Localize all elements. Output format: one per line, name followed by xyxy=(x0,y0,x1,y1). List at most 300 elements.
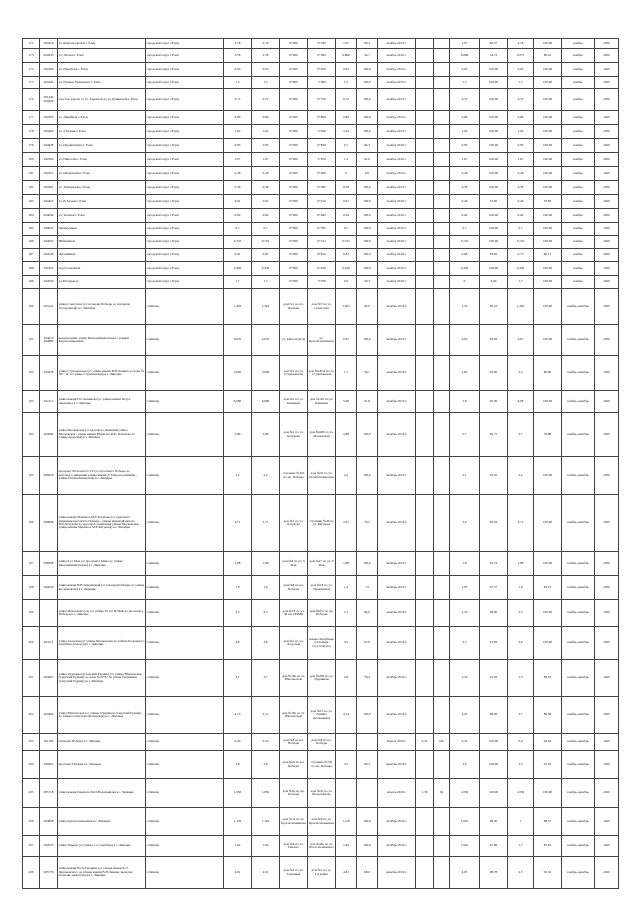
cell-length-km: 2,18 xyxy=(224,39,252,49)
cell-length-km: 1,04 xyxy=(224,125,252,139)
cell-fact-percent: 100,0 xyxy=(357,457,378,495)
cell-row-number: 179 xyxy=(23,139,40,153)
cell-extra-km xyxy=(416,39,434,49)
cell-completion-date: ноябрь 2019 г. xyxy=(378,195,416,209)
cell-row-number: 185 xyxy=(23,223,40,236)
cell-percent-a: 95,74 xyxy=(480,552,508,576)
cell-row-number: 188 xyxy=(23,262,40,276)
cell-completion-date: апрель 2020 г. xyxy=(378,734,416,751)
cell-fact-km xyxy=(336,779,357,808)
cell-percent-a: 97,37 xyxy=(480,576,508,600)
cell-year: 2020 xyxy=(595,857,619,889)
cell-fact-km: 0,896 xyxy=(336,49,357,63)
cell-fact-percent: 100,0 xyxy=(357,236,378,249)
table-body xyxy=(23,39,619,889)
cell-fact-percent: 100,0 xyxy=(357,77,378,89)
cell-fact-km: 2,5 xyxy=(336,751,357,779)
cell-year: 2020 xyxy=(595,808,619,836)
cell-month: ноябрь-декабрь xyxy=(562,697,595,734)
cell-road-id: 292300 xyxy=(40,63,58,77)
cell-extra-percent xyxy=(434,552,450,576)
cell-road-name: ул. Ржавец-Урлыковка г. Елец xyxy=(58,77,146,89)
cell-road-name: улица Механизаторов (от улицы 50 лет НЛМК до проспекта Победы) в г. Липецке xyxy=(58,600,146,627)
cell-municipality: г.Липецк xyxy=(146,857,224,889)
cell-value-a: 0,89 xyxy=(450,111,480,125)
cell-length-km-2: 5,89 xyxy=(252,413,280,457)
cell-extra-km xyxy=(416,576,434,600)
cell-end-km: 0+436 xyxy=(308,262,336,276)
cell-value-a: 0,38 xyxy=(450,181,480,195)
cell-fact-km: 4,81 xyxy=(336,857,357,889)
cell-month: ноябрь-декабрь xyxy=(562,808,595,836)
cell-extra-percent xyxy=(434,660,450,697)
cell-length-km-2: 1,5 xyxy=(252,77,280,89)
cell-municipality: городской округ г.Елец xyxy=(146,249,224,262)
cell-length-km-2: 2,5 xyxy=(252,600,280,627)
cell-road-name: проспект Победы в г. Липецке xyxy=(58,751,146,779)
table-row xyxy=(23,779,619,808)
cell-fact-percent: 100,0 xyxy=(357,111,378,125)
cell-percent-b: 100,00 xyxy=(534,276,562,289)
cell-road-id: 292303 xyxy=(40,153,58,167)
cell-percent-a: 100,00 xyxy=(480,236,508,249)
cell-road-name: улица имени В.В.Терешковой (от площади Победы до улицы Космонавтов) в г. Липецке xyxy=(58,576,146,600)
cell-fact-km: 0 xyxy=(336,167,357,181)
cell-length-km: 0,83 xyxy=(224,139,252,153)
cell-road-name: велодорожки: улица Меткомбинатовская с улицей Краснознаменная xyxy=(58,325,146,356)
cell-end-km: 1+040 xyxy=(308,125,336,139)
cell-month: ноябрь xyxy=(562,39,595,49)
cell-percent-b: 100,00 xyxy=(534,223,562,236)
cell-month: ноябрь xyxy=(562,276,595,289)
cell-percent-a: 96,22 xyxy=(480,289,508,325)
cell-start-km: 0+000 xyxy=(280,209,308,223)
cell-start-km: дом №18а по ул. Юношеская xyxy=(280,697,308,734)
cell-percent-a: 96,77 xyxy=(480,413,508,457)
cell-year: 2020 xyxy=(595,195,619,209)
cell-completion-date: ноябрь 2019 г. xyxy=(378,249,416,262)
cell-value-b: 0,93 xyxy=(508,63,534,77)
cell-fact-percent: 29,4 xyxy=(357,276,378,289)
cell-fact-km xyxy=(336,734,357,751)
cell-month: ноябрь xyxy=(562,209,595,223)
cell-length-km-2: 2,2 xyxy=(252,457,280,495)
cell-length-km: 0,28 xyxy=(224,167,252,181)
cell-row-number: 181 xyxy=(23,167,40,181)
cell-percent-b: 100,00 xyxy=(534,627,562,660)
cell-extra-percent xyxy=(434,751,450,779)
cell-fact-km: 5,89 xyxy=(336,413,357,457)
cell-completion-date: октябрь 2019 г. xyxy=(378,325,416,356)
cell-length-km: 1,656 xyxy=(224,779,252,808)
cell-municipality: г.Липецк xyxy=(146,495,224,552)
cell-start-km: 0+000 xyxy=(280,63,308,77)
cell-municipality: г.Липецк xyxy=(146,836,224,857)
cell-extra-percent xyxy=(434,325,450,356)
cell-road-name: улица Советская (от площади Победы до площади Театральной) в г. Липецке xyxy=(58,289,146,325)
cell-fact-km: 0,7 xyxy=(336,139,357,153)
cell-month: ноябрь xyxy=(562,139,595,153)
cell-road-id: 294647 xyxy=(40,223,58,236)
table-row xyxy=(23,49,619,63)
cell-start-km: дом №1Е по ул. 50 лет НЛМК xyxy=(280,600,308,627)
cell-year: 2020 xyxy=(595,167,619,181)
cell-percent-b: 84,21 xyxy=(534,576,562,600)
cell-road-id: 294419 xyxy=(40,39,58,49)
cell-month: ноябрь xyxy=(562,167,595,181)
cell-start-km: дом №1 по ул. Катукова xyxy=(280,413,308,457)
cell-percent-a: 100,00 xyxy=(480,125,508,139)
table-row xyxy=(23,262,619,276)
cell-value-b: 1,88 xyxy=(508,552,534,576)
cell-percent-b: 53,85 xyxy=(534,195,562,209)
cell-fact-percent: 100,0 xyxy=(357,808,378,836)
cell-row-number: 176 xyxy=(23,89,40,111)
cell-extra-km xyxy=(416,223,434,236)
cell-value-b: 4,5 xyxy=(508,857,534,889)
cell-row-number: 194 xyxy=(23,413,40,457)
cell-fact-km: 0,7 xyxy=(336,223,357,236)
cell-start-km: 0+000 xyxy=(280,236,308,249)
cell-completion-date: октябрь 2019 г. xyxy=(378,836,416,857)
cell-road-id: 294455 xyxy=(40,195,58,209)
cell-year: 2020 xyxy=(595,697,619,734)
cell-municipality: г.Липецк xyxy=(146,289,224,325)
cell-length-km: 2,58 xyxy=(224,49,252,63)
cell-month: ноябрь xyxy=(562,125,595,139)
cell-length-km: 1,94 xyxy=(224,836,252,857)
cell-start-km: дом №1 по ул. Катукова xyxy=(280,495,308,552)
table-row xyxy=(23,77,619,89)
cell-length-km: 1,403 xyxy=(224,289,252,325)
cell-month: ноябрь xyxy=(562,153,595,167)
cell-municipality: г.Липецк xyxy=(146,325,224,356)
cell-fact-km: 0,722 xyxy=(336,236,357,249)
cell-road-name: ул. В.Засеки г. Елец xyxy=(58,195,146,209)
table-row xyxy=(23,249,619,262)
cell-completion-date: ноябрь 2019 г. xyxy=(378,77,416,89)
cell-fact-percent: 78,4 xyxy=(357,660,378,697)
cell-value-a: 1,35 xyxy=(450,289,480,325)
cell-value-b: 2,075 xyxy=(508,49,534,63)
cell-length-km: 4,13 xyxy=(224,697,252,734)
cell-year: 2020 xyxy=(595,49,619,63)
cell-fact-km: 1,94 xyxy=(336,836,357,857)
cell-start-km: 0+000 xyxy=(280,249,308,262)
cell-percent-b: 100,00 xyxy=(534,262,562,276)
cell-length-km-2: 3,6 xyxy=(252,751,280,779)
cell-value-a: 0,72 xyxy=(450,89,480,111)
cell-value-b: 0,64 xyxy=(508,209,534,223)
cell-value-b: 3,7 xyxy=(508,697,534,734)
cell-length-km: 1,9 xyxy=(224,576,252,600)
cell-start-km: 0+000 xyxy=(280,195,308,209)
cell-municipality: г.Липецк xyxy=(146,627,224,660)
cell-value-a: 1,5 xyxy=(450,77,480,89)
cell-fact-km: 0,64 xyxy=(336,209,357,223)
table-row xyxy=(23,39,619,49)
cell-road-id: 292609 xyxy=(40,276,58,289)
cell-year: 2020 xyxy=(595,413,619,457)
cell-row-number: 206 xyxy=(23,808,40,836)
cell-row-number: 182 xyxy=(23,181,40,195)
cell-length-km-2: 0,91 xyxy=(252,195,280,209)
cell-row-number: 187 xyxy=(23,249,40,262)
cell-length-km-2: 0,64 xyxy=(252,209,280,223)
cell-start-km: дом №1 по ул. Коникова xyxy=(280,391,308,413)
cell-row-number: 190 xyxy=(23,289,40,325)
cell-fact-percent xyxy=(357,779,378,808)
cell-length-km-2: 0,7 xyxy=(252,223,280,236)
cell-fact-km: 0,72 xyxy=(336,89,357,111)
cell-extra-percent xyxy=(434,249,450,262)
cell-fact-percent: 100,0 xyxy=(357,63,378,77)
cell-value-b: 2,18 xyxy=(508,39,534,49)
cell-completion-date: ноябрь 2019 г. xyxy=(378,111,416,125)
cell-fact-km: 0,5 xyxy=(336,276,357,289)
cell-road-id: 293121 xyxy=(40,289,58,325)
cell-end-km: 1+500 xyxy=(308,77,336,89)
cell-value-a: 3,6 xyxy=(450,751,480,779)
table-row xyxy=(23,391,619,413)
cell-road-name: ул. Комсомольская г. Елец xyxy=(58,39,146,49)
cell-fact-km: 0,38 xyxy=(336,181,357,195)
cell-row-number: 195 xyxy=(23,457,40,495)
table-row xyxy=(23,751,619,779)
cell-road-id: 285718 xyxy=(40,779,58,808)
cell-value-a: 2,6 xyxy=(450,495,480,552)
cell-row-number: 191 xyxy=(23,325,40,356)
cell-value-a: 0,28 xyxy=(450,167,480,181)
cell-length-km: 2,71 xyxy=(224,495,252,552)
cell-length-km: 6,080 xyxy=(224,391,252,413)
cell-road-name: улица имени Генерала М.П.Водопьянова в г. Липецке xyxy=(58,779,146,808)
cell-value-a: 0,436 xyxy=(450,262,480,276)
cell-start-km: строение №101 по пр. Победы xyxy=(280,457,308,495)
cell-extra-percent xyxy=(434,857,450,889)
cell-value-b: 1 xyxy=(508,808,534,836)
cell-municipality: г.Липецк xyxy=(146,576,224,600)
cell-extra-percent xyxy=(434,63,450,77)
cell-municipality: городской округ г.Елец xyxy=(146,167,224,181)
cell-end-km: 0+810 xyxy=(308,249,336,262)
cell-row-number: 184 xyxy=(23,209,40,223)
cell-start-km: ул. Металлургов xyxy=(280,325,308,356)
cell-municipality: городской округ г.Елец xyxy=(146,195,224,209)
cell-road-name: Юбилейная xyxy=(58,236,146,249)
cell-length-km: 2,5 xyxy=(224,600,252,627)
cell-start-km: дом №18а по ул. Юношеская xyxy=(280,660,308,697)
cell-end-km: 0+640 xyxy=(308,209,336,223)
cell-extra-km xyxy=(416,751,434,779)
cell-value-b: 0,38 xyxy=(508,181,534,195)
cell-row-number: 178 xyxy=(23,125,40,139)
cell-value-a: 0 xyxy=(450,276,480,289)
cell-length-km: 0,670 xyxy=(224,325,252,356)
cell-fact-percent: 100,0 xyxy=(357,413,378,457)
cell-municipality: городской округ г.Елец xyxy=(146,236,224,249)
cell-month: ноябрь-декабрь xyxy=(562,413,595,457)
cell-percent-a: 98,06 xyxy=(480,697,508,734)
cell-percent-a: 100,00 xyxy=(480,63,508,77)
road-register-sheet xyxy=(22,38,618,883)
cell-end-km: 0+380 xyxy=(308,181,336,195)
cell-start-km: дом №1 по ул. Азорская xyxy=(280,627,308,660)
cell-fact-km: 1,4 xyxy=(336,576,357,600)
cell-value-b: 4,7 xyxy=(508,413,534,457)
cell-municipality: городской округ г.Елец xyxy=(146,262,224,276)
cell-value-a: 0,93 xyxy=(450,63,480,77)
table-row xyxy=(23,153,619,167)
cell-percent-a: 34,73 xyxy=(480,49,508,63)
cell-road-id: 289608 xyxy=(40,495,58,552)
cell-value-a: 1,85 xyxy=(450,576,480,600)
cell-year: 2020 xyxy=(595,223,619,236)
cell-extra-km xyxy=(416,167,434,181)
cell-year: 2020 xyxy=(595,495,619,552)
cell-row-number: 201 xyxy=(23,660,40,697)
cell-percent-a: 97,83 xyxy=(480,627,508,660)
cell-end-km: 1+670 xyxy=(308,153,336,167)
cell-municipality: городской округ г.Елец xyxy=(146,125,224,139)
cell-extra-km xyxy=(416,249,434,262)
cell-length-km: 1,7 xyxy=(224,276,252,289)
cell-fact-percent: 92,9 xyxy=(357,289,378,325)
cell-length-km-2: 2,18 xyxy=(252,39,280,49)
cell-road-name: улица Ударников (Сырский Рудник) (от улицы Юношеская (Сырский Рудник) до дома №20"Б" по улице Ударников (Сырский Рудник)) в г. Липецке xyxy=(58,660,146,697)
cell-month: ноябрь xyxy=(562,111,595,125)
cell-extra-km xyxy=(416,552,434,576)
table-row xyxy=(23,457,619,495)
cell-road-id: 294494 xyxy=(40,697,58,734)
cell-percent-b: 100,00 xyxy=(534,125,562,139)
cell-value-a: 5,8 xyxy=(450,391,480,413)
cell-percent-b: 79,80 xyxy=(534,413,562,457)
cell-year: 2020 xyxy=(595,89,619,111)
cell-municipality: г.Липецк xyxy=(146,734,224,751)
cell-length-km-2: 0,93 xyxy=(252,63,280,77)
cell-length-km: 1,5 xyxy=(224,77,252,89)
cell-month: ноябрь-декабрь xyxy=(562,576,595,600)
cell-road-id: 288398 xyxy=(40,552,58,576)
cell-municipality: г.Липецк xyxy=(146,600,224,627)
cell-fact-km: 5,98 xyxy=(336,391,357,413)
cell-percent-b: 100,00 xyxy=(534,457,562,495)
cell-road-id: 293228 xyxy=(40,356,58,391)
cell-value-a: 5,7 xyxy=(450,413,480,457)
cell-completion-date: ноябрь 2019 г. xyxy=(378,223,416,236)
cell-value-b: 0,4 xyxy=(508,734,534,751)
cell-percent-b: 80,00 xyxy=(534,356,562,391)
cell-length-km-2: 1,04 xyxy=(252,125,280,139)
cell-month: ноябрь-декабрь xyxy=(562,457,595,495)
cell-year: 2020 xyxy=(595,236,619,249)
cell-start-km: дом №1 по ул. Студеновская xyxy=(280,356,308,391)
cell-year: 2020 xyxy=(595,125,619,139)
cell-year: 2020 xyxy=(595,111,619,125)
cell-road-name: ул. Пирогова г. Елец xyxy=(58,153,146,167)
cell-year: 2020 xyxy=(595,77,619,89)
cell-extra-percent xyxy=(434,576,450,600)
cell-completion-date: ноябрь 2019 г. xyxy=(378,236,416,249)
cell-road-name: пер.Солнечный xyxy=(58,262,146,276)
cell-road-id: 293610 294880 xyxy=(40,325,58,356)
cell-percent-b: 89,59 xyxy=(534,697,562,734)
cell-month: ноябрь-декабрь xyxy=(562,836,595,857)
cell-start-km: дом №8 по ул. 9 Мая xyxy=(280,552,308,576)
cell-extra-km xyxy=(416,49,434,63)
cell-length-km-2: 0,670 xyxy=(252,325,280,356)
cell-month: ноябрь-декабрь xyxy=(562,289,595,325)
cell-month: ноябрь xyxy=(562,63,595,77)
cell-road-name: улица имени П.С.Коникова (от улицы имени Петра Левченко) в г. Липецке xyxy=(58,391,146,413)
cell-year: 2020 xyxy=(595,627,619,660)
cell-end-km: 1+700 xyxy=(308,276,336,289)
table-row xyxy=(23,495,619,552)
cell-extra-km xyxy=(416,181,434,195)
cell-end-km: дом №1 по ул. Гагарина xyxy=(308,857,336,889)
cell-start-km: 0+000 xyxy=(280,125,308,139)
cell-fact-percent: 84,0 xyxy=(357,600,378,627)
cell-value-b: 0,722 xyxy=(508,236,534,249)
cell-year: 2020 xyxy=(595,457,619,495)
cell-percent-a: 98,00 xyxy=(480,600,508,627)
cell-road-id: 294433 xyxy=(40,49,58,63)
cell-extra-km xyxy=(416,125,434,139)
cell-extra-percent xyxy=(434,167,450,181)
cell-length-km-2: 2,58 xyxy=(252,49,280,63)
cell-fact-percent: 90,4 xyxy=(357,39,378,49)
cell-completion-date: ноябрь 2019 г. xyxy=(378,139,416,153)
cell-month: ноябрь-декабрь xyxy=(562,734,595,751)
cell-fact-km: 2,1 xyxy=(336,600,357,627)
cell-end-km: дом №187А по ул. Студеновская xyxy=(308,356,336,391)
cell-value-b: 2,4 xyxy=(508,356,534,391)
cell-row-number: 199 xyxy=(23,600,40,627)
cell-road-id: 294607 xyxy=(40,660,58,697)
cell-month: ноябрь xyxy=(562,49,595,63)
cell-year: 2020 xyxy=(595,276,619,289)
cell-municipality: городской округ г.Елец xyxy=(146,139,224,153)
cell-value-a: 0,49 xyxy=(450,195,480,209)
table-row xyxy=(23,89,619,111)
cell-extra-km xyxy=(416,325,434,356)
cell-road-name: Черемушкин xyxy=(58,223,146,236)
cell-end-km: 2+580 xyxy=(308,49,336,63)
cell-value-a: 1,97 xyxy=(450,39,480,49)
cell-end-km: южное Кладбище (строения отсутствуют) xyxy=(308,627,336,660)
cell-fact-percent: 98,0 xyxy=(357,857,378,889)
cell-extra-km xyxy=(416,857,434,889)
cell-road-id: 294652 xyxy=(40,236,58,249)
cell-road-id: 291449 294450 xyxy=(40,89,58,111)
cell-completion-date: октябрь 2019 г. xyxy=(378,552,416,576)
cell-year: 2020 xyxy=(595,779,619,808)
cell-road-name: улица Ильича (от улицы 1-е Сентября) в г. Липецке xyxy=(58,836,146,857)
cell-extra-km xyxy=(416,660,434,697)
cell-extra-km xyxy=(416,262,434,276)
cell-end-km: дом №15 по ул. Ленина (Кольцевая) xyxy=(308,697,336,734)
cell-value-b: 1,67 xyxy=(508,153,534,167)
cell-road-id: 293111 xyxy=(40,627,58,660)
cell-month: ноябрь xyxy=(562,249,595,262)
cell-road-name: ул. Профинтерна г. Елец xyxy=(58,139,146,153)
table-row xyxy=(23,63,619,77)
cell-end-km: 0+720 xyxy=(308,89,336,111)
cell-percent-b: 100,00 xyxy=(534,289,562,325)
cell-row-number: 175 xyxy=(23,77,40,89)
cell-year: 2020 xyxy=(595,552,619,576)
